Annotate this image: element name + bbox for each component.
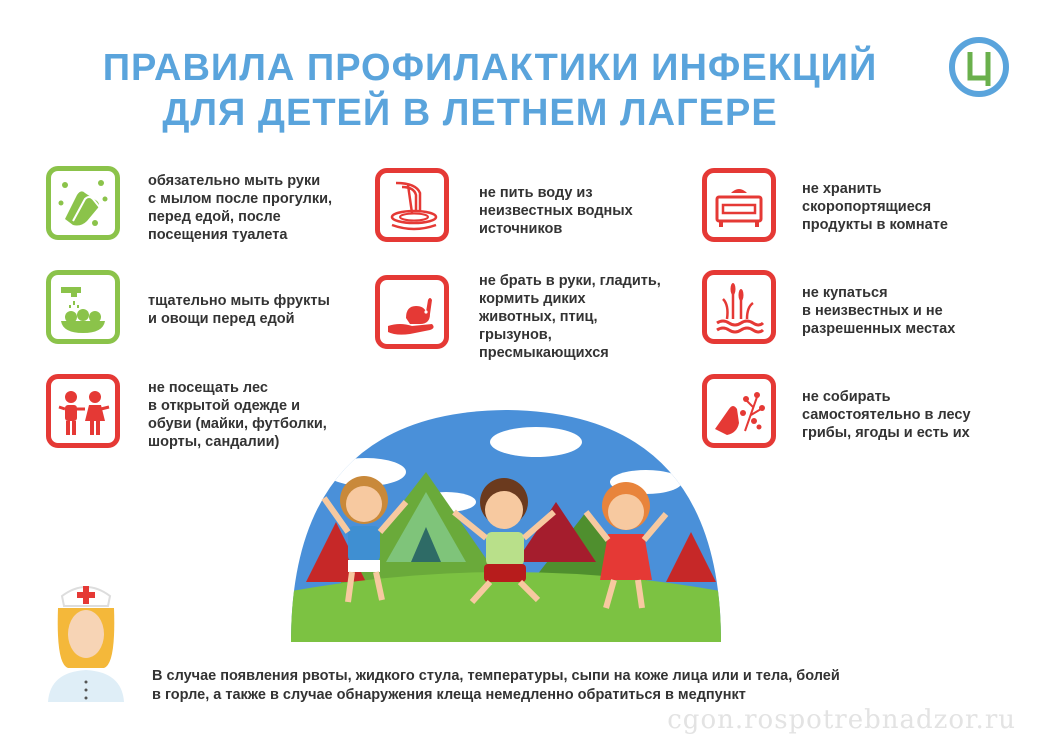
rule-text-line: в открытой одежде и [148,398,300,414]
page-title-line-2: ДЛЯ ДЕТЕЙ В ЛЕТНЕМ ЛАГЕРЕ [162,92,778,134]
rule-text-line: с мылом после прогулки, [148,191,333,207]
rule-no-water [479,184,633,238]
rule-text-line: грызунов, [479,327,552,343]
reeds-water-icon [702,270,776,344]
rule-text-line: посещения туалета [148,227,288,243]
rule-text-line: источников [479,221,563,237]
rule-text-line: продукты в комнате [802,217,948,233]
camp-scene-illustration [286,402,726,652]
rule-text-line: шорты, сандалии) [148,434,280,450]
rule-no-storage [802,180,948,234]
rule-text-line: кормить диких [479,291,586,307]
rule-text-line: не посещать лес [148,380,268,396]
rule-text-line: пресмыкающихся [479,345,609,361]
nurse-illustration [44,578,128,707]
rospotrebnadzor-logo [948,36,1010,98]
nightstand-food-icon [702,168,776,242]
rabbit-hand-icon [375,275,449,349]
rule-text-line: обуви (майки, футболки, [148,416,327,432]
rule-no-swimming [802,284,955,338]
page-title-line-1: ПРАВИЛА ПРОФИЛАКТИКИ ИНФЕКЦИЙ [102,47,878,89]
rule-text-line: и овощи перед едой [148,311,295,327]
rule-text-line: не брать в руки, гладить, [479,273,661,289]
rule-text-line: не пить воду из [479,185,593,201]
rule-text-line: обязательно мыть руки [148,173,321,189]
rule-text-line: скоропортящиеся [802,199,932,215]
fruit-washing-icon [46,270,120,344]
rule-text-line: не собирать [802,389,891,405]
rule-wash-hands [148,172,332,244]
rule-no-animals [479,272,661,362]
rule-text-line: самостоятельно в лесу [802,407,971,423]
rule-text-line: неизвестных водных [479,203,633,219]
rule-text-line: в неизвестных и не [802,303,943,319]
rule-text-line: разрешенных местах [802,321,956,337]
notice-line: В случае появления рвоты, жидкого стула, температуры, сыпи на коже лица или и тела, болей [152,668,840,684]
rule-text-line: грибы, ягоды и есть их [802,425,970,441]
notice-line: в горле, а также в случае обнаружения клеща немедленно обратиться в медпункт [152,687,746,703]
rule-text-line: тщательно мыть фрукты [148,293,330,309]
hand-washing-icon [46,166,120,240]
medical-notice [152,667,840,705]
rule-text-line: не купаться [802,285,888,301]
rule-no-berries [802,388,971,442]
rule-text-line: животных, птиц, [479,309,598,325]
rule-text-line: перед едой, после [148,209,281,225]
rule-text-line: не хранить [802,181,882,197]
rule-wash-fruits [148,292,330,328]
water-source-icon [375,168,449,242]
watermark: cgon.rospotrebnadzor.ru [667,705,1016,735]
children-icon [46,374,120,448]
